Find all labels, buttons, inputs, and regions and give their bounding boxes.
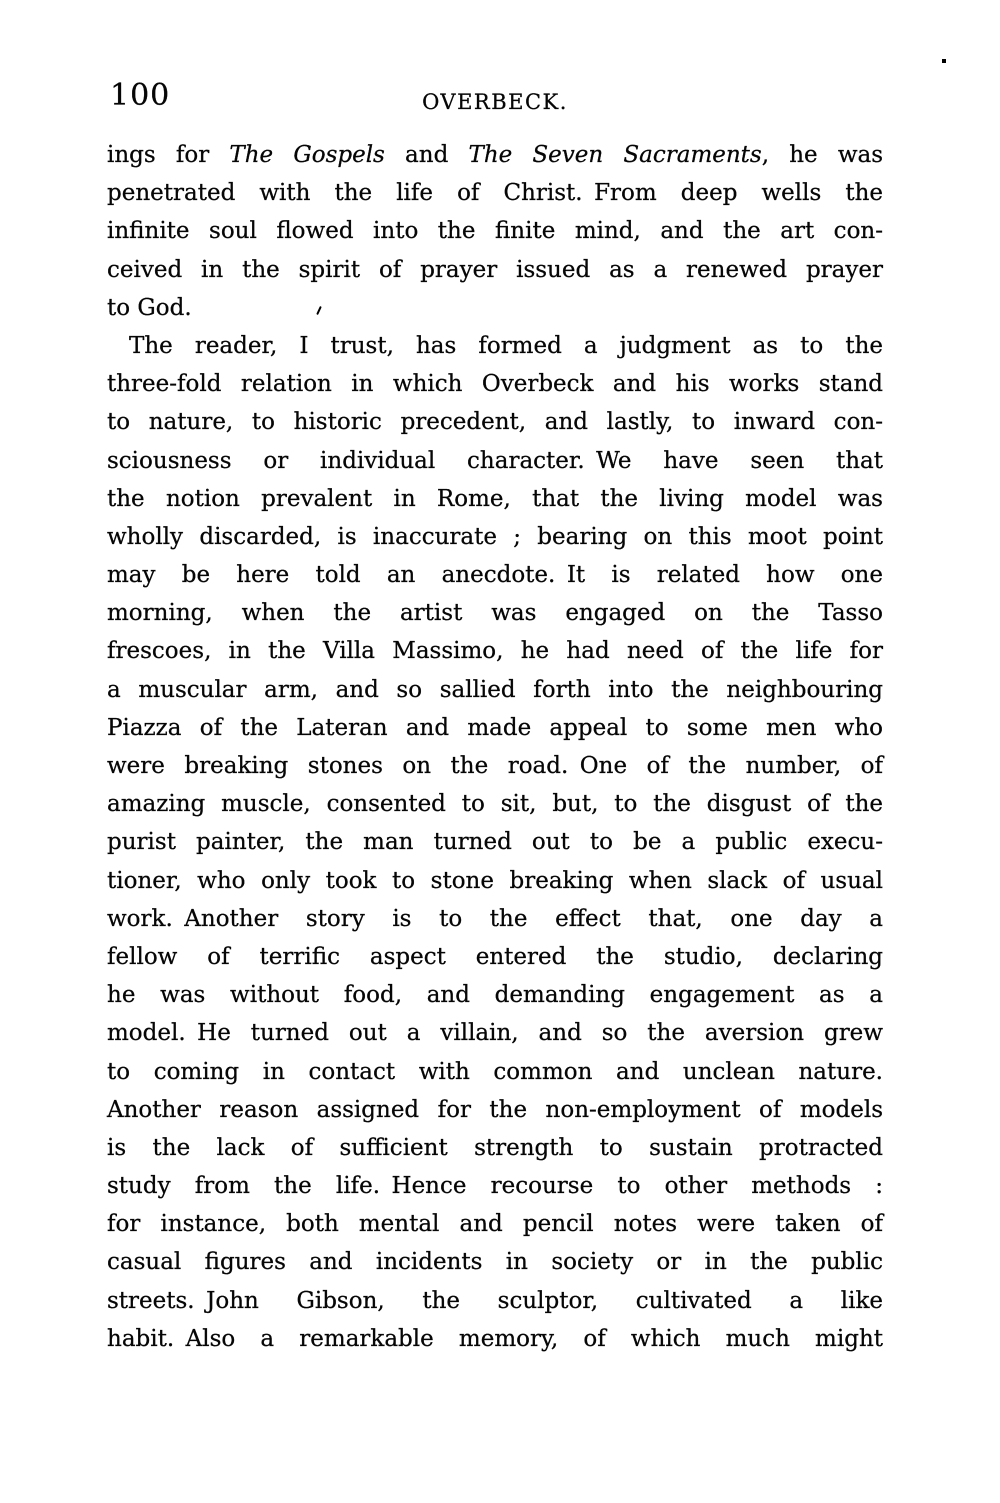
body-text: ings for — [107, 142, 230, 168]
text-line-p2-24 — [107, 1205, 883, 1243]
page-number: 100 — [110, 78, 171, 113]
body-text: study from the life. Hence recourse to other methods : — [107, 1173, 883, 1200]
body-text: , he was — [761, 142, 884, 168]
body-text: he was without food, and demanding engagement as a — [107, 982, 883, 1009]
text-line-p2-5 — [107, 480, 883, 518]
text-line-p2-12 — [107, 747, 883, 785]
text-line-p2-1 — [107, 327, 883, 365]
text-line-p2-3 — [107, 403, 883, 441]
text-line-p2-2 — [107, 365, 883, 403]
body-text: for instance, both mental and pencil notes were taken of — [107, 1211, 883, 1238]
body-text: frescoes, in the Villa Massimo, he had need of the life for — [107, 638, 883, 665]
body-text: fellow of terrific aspect entered the studio, declaring — [107, 943, 883, 970]
body-text: wholly discarded, is inaccurate ; bearing on this moot point — [107, 523, 883, 550]
text-line-p2-17 — [107, 938, 883, 976]
body-text: Piazza of the Lateran and made appeal to some men who — [107, 714, 883, 741]
text-line-p2-14 — [107, 823, 883, 861]
italic-book-title: The Seven Sacraments — [468, 142, 762, 168]
body-text: habit. Also a remarkable memory, of which much might — [107, 1325, 883, 1352]
text-line-p2-18 — [107, 976, 883, 1014]
running-head: OVERBECK. — [422, 90, 568, 114]
body-text: The reader, I trust, has formed a judgment as to the — [129, 332, 883, 359]
body-text: sciousness or individual character. We have seen that — [107, 447, 883, 474]
text-line-p1-2 — [107, 174, 883, 212]
text-line-p2-27 — [107, 1320, 883, 1358]
body-text: infinite soul flowed into the finite mind, and the art con- — [107, 218, 883, 245]
text-line-p2-10 — [107, 671, 883, 709]
text-block — [107, 136, 883, 1358]
body-text: casual figures and incidents in society or in the public — [107, 1249, 883, 1276]
text-line-p2-26 — [107, 1282, 883, 1320]
body-text: were breaking stones on the road. One of the number, of — [107, 753, 883, 779]
text-line-p1-3 — [107, 212, 883, 250]
text-line-p2-8 — [107, 594, 883, 632]
text-line-p2-9 — [107, 632, 883, 670]
text-line-p2-6 — [107, 518, 883, 556]
body-text: to nature, to historic precedent, and lastly, to inward con- — [107, 409, 883, 436]
text-line-p2-20 — [107, 1053, 883, 1091]
text-line-p2-13 — [107, 785, 883, 823]
body-text: purist painter, the man turned out to be a public execu- — [107, 829, 883, 856]
text-line-p1-4 — [107, 251, 883, 289]
text-line-p1-5 — [107, 289, 883, 327]
text-line-p2-7 — [107, 556, 883, 594]
body-text: Another reason assigned for the non-employment of models — [107, 1096, 883, 1123]
body-text: tioner, who only took to stone breaking when slack of usual — [107, 867, 883, 894]
body-text: ceived in the spirit of prayer issued as a renewed prayer — [107, 256, 883, 283]
body-text: is the lack of sufficient strength to sustain protracted — [107, 1134, 883, 1161]
text-line-p2-16 — [107, 900, 883, 938]
body-text: to coming in contact with common and unclean nature. — [107, 1058, 883, 1085]
body-text: to God. — [107, 294, 192, 321]
body-text: work. Another story is to the effect that, one day a — [107, 905, 883, 932]
text-line-p2-4 — [107, 442, 883, 480]
text-line-p2-23 — [107, 1167, 883, 1205]
body-text: and — [384, 142, 469, 168]
body-text: penetrated with the life of Christ. From deep wells the — [107, 180, 883, 207]
body-text: three-fold relation in which Overbeck and his works stand — [107, 371, 883, 398]
text-line-p2-25 — [107, 1243, 883, 1281]
text-line-p2-15 — [107, 862, 883, 900]
text-line-p1-1 — [107, 136, 883, 174]
body-text: the notion prevalent in Rome, that the living model was — [107, 485, 883, 512]
italic-book-title: The Gospels — [229, 142, 385, 168]
body-text: model. He turned out a villain, and so the aversion grew — [107, 1020, 883, 1047]
body-text: may be here told an anecdote. It is related how one — [107, 562, 883, 589]
text-line-p2-19 — [107, 1014, 883, 1052]
body-text: amazing muscle, consented to sit, but, to the disgust of the — [107, 791, 883, 818]
text-line-p2-21 — [107, 1091, 883, 1129]
scan-speck-dot — [942, 59, 946, 63]
body-text: morning, when the artist was engaged on the Tasso — [107, 600, 883, 627]
text-line-p2-11 — [107, 709, 883, 747]
body-text: streets. John Gibson, the sculptor, cultivated a like — [107, 1287, 883, 1314]
text-line-p2-22 — [107, 1129, 883, 1167]
body-text: a muscular arm, and so sallied forth into the neighbouring — [107, 676, 883, 703]
